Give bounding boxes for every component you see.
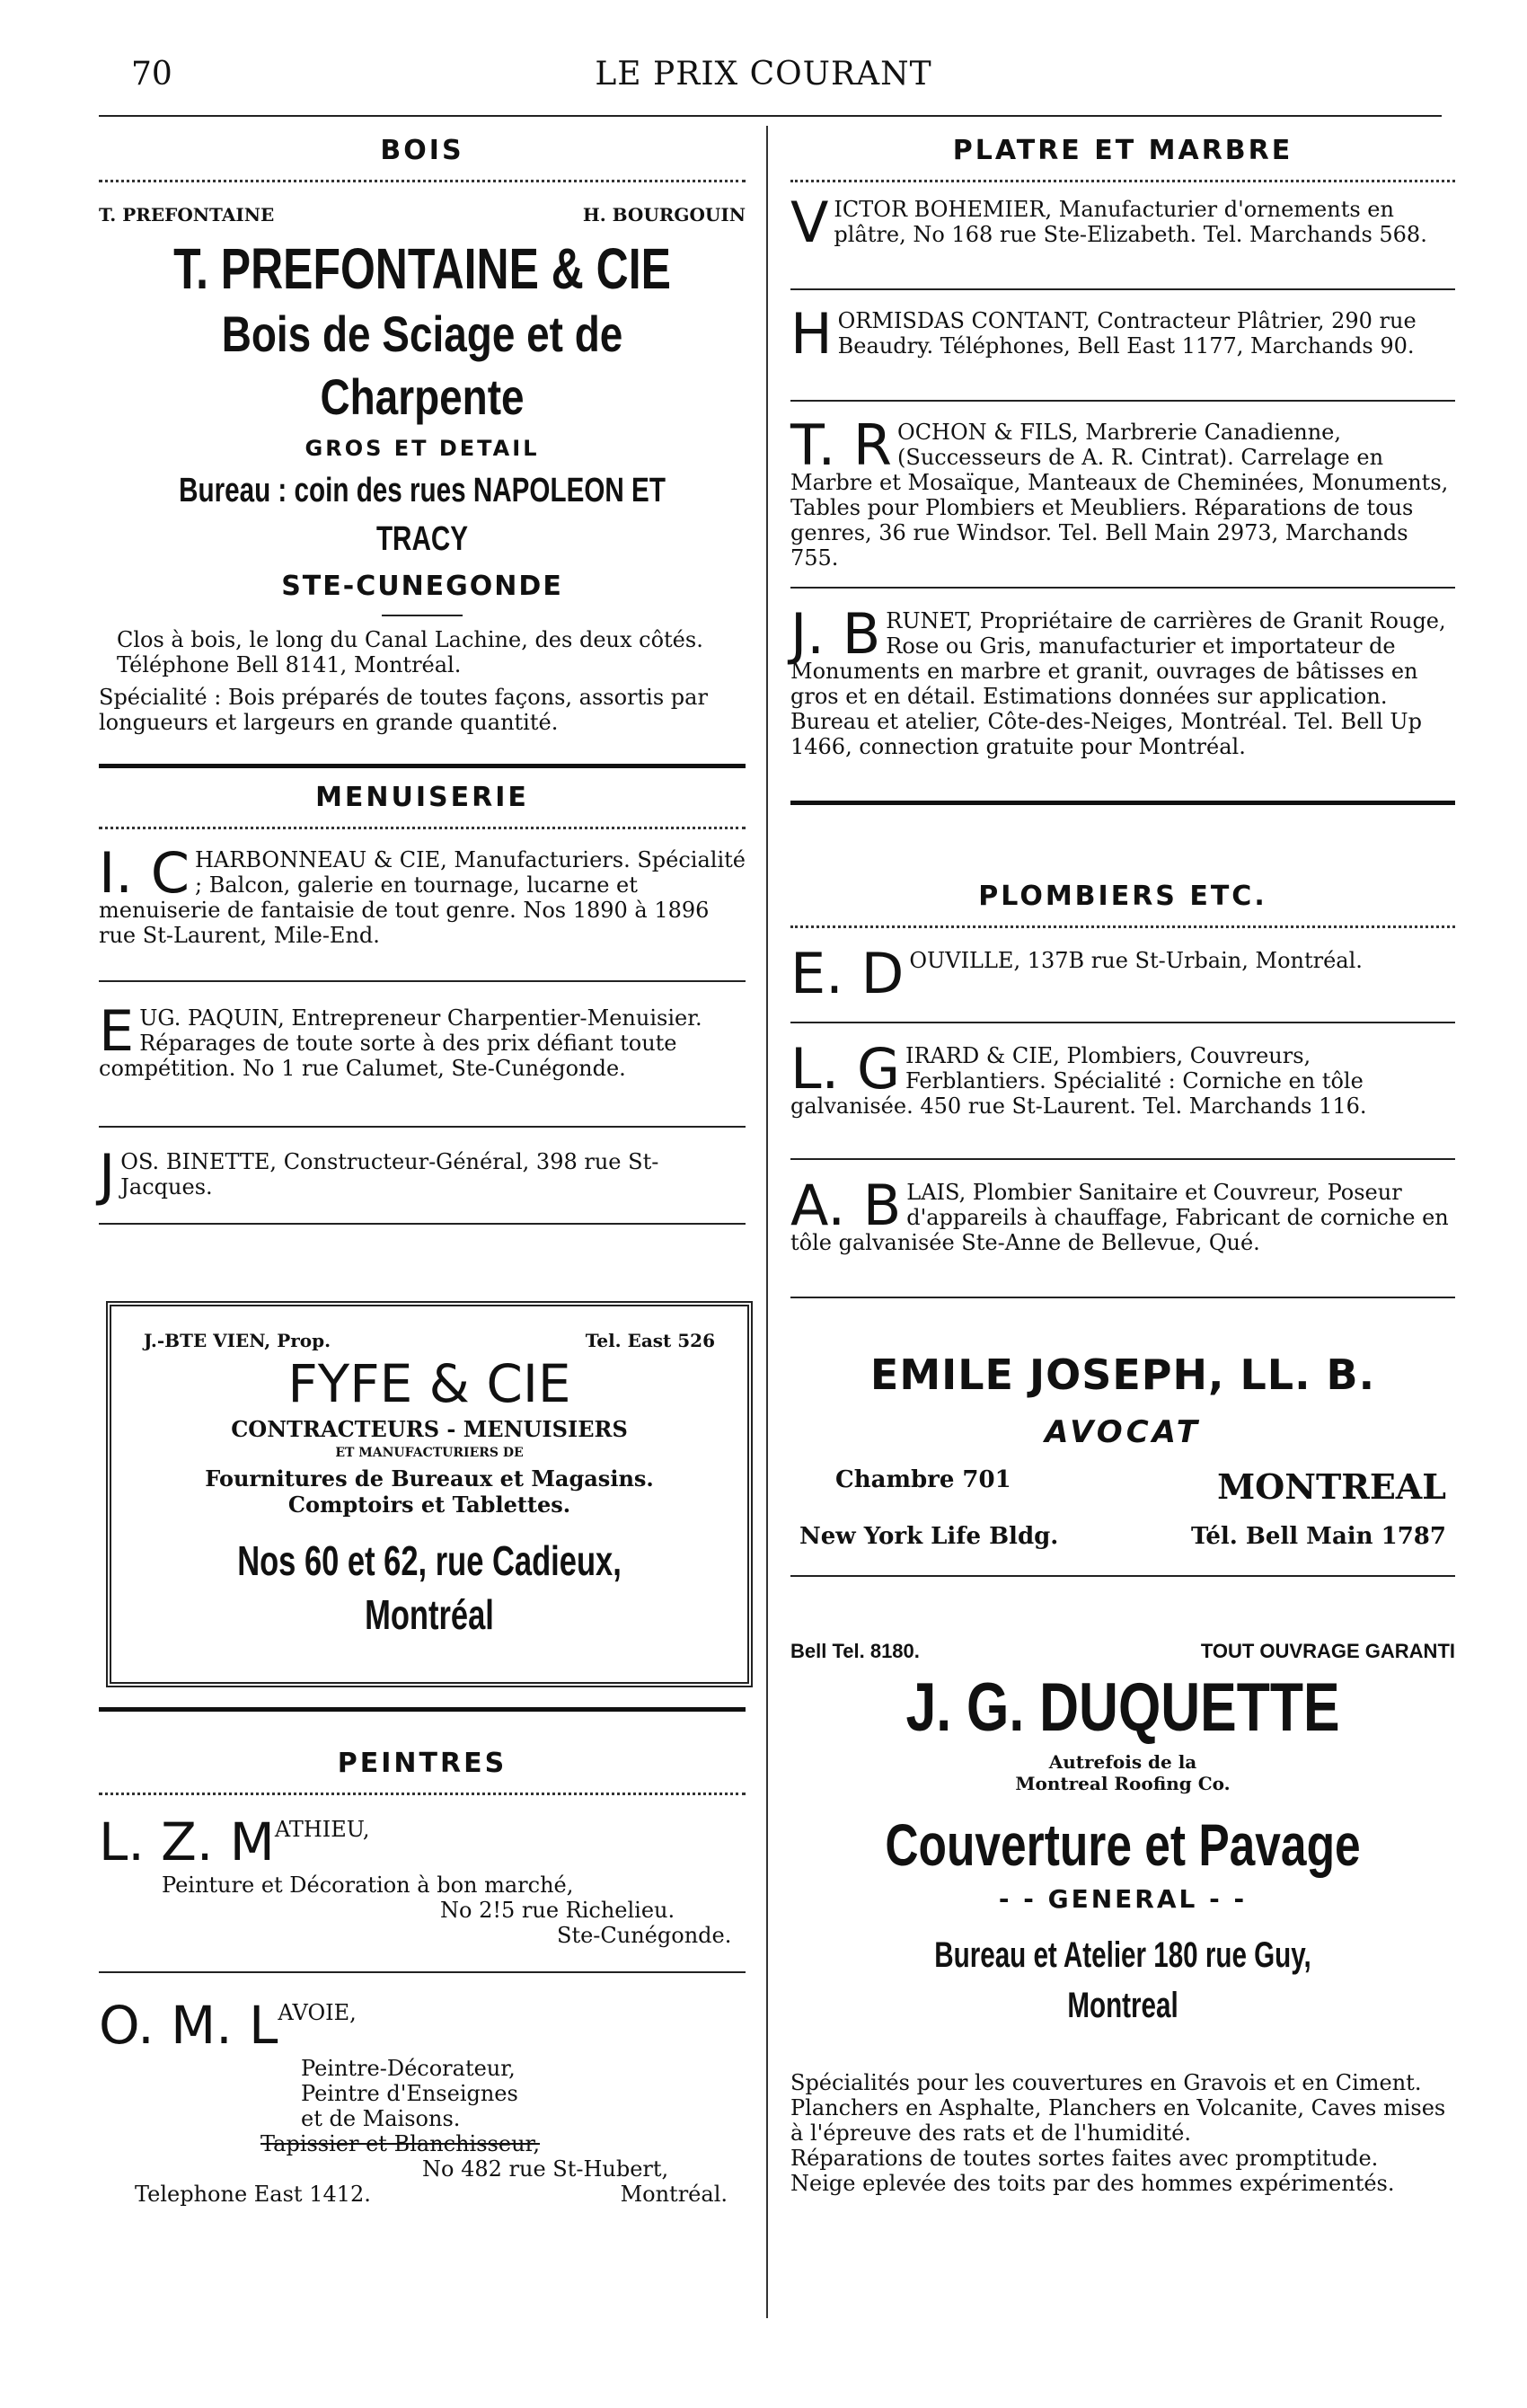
partners-line <box>99 204 746 226</box>
drop-cap: T. R <box>790 412 893 478</box>
running-header <box>99 56 1428 101</box>
bois-heading: BOIS <box>380 135 464 166</box>
lavoie-initials: O. M. L <box>99 1995 278 2056</box>
wavy-rule <box>99 820 746 829</box>
gros-detail: GROS ET DETAIL <box>305 436 540 461</box>
entry-rule <box>790 1158 1455 1160</box>
fyfe-address: Nos 60 et 62, rue Cadieux, Montréal <box>237 1537 622 1638</box>
drop-cap: E. D <box>790 941 905 1006</box>
wavy-rule <box>99 1786 746 1795</box>
entry-text: OUVILLE, 137B rue St-Urbain, Montréal. <box>909 948 1363 973</box>
short-rule <box>382 615 463 616</box>
bois-specialite: Spécialité : Bois préparés de toutes façons, assortis par longueurs et largeurs en grande quantité. <box>99 685 708 735</box>
joseph-chambre: Chambre 701 <box>835 1466 1011 1493</box>
lavoie-name: AVOIE, <box>278 2000 357 2025</box>
bois-clos: Clos à bois, le long du Canal Lachine, des deux côtés. Téléphone Bell 8141, Montréal. <box>117 627 703 677</box>
plombiers-section <box>790 881 1455 1298</box>
entry-text: UG. PAQUIN, Entrepreneur Charpentier-Menuisier. Réparages de toute sorte à des prix défiant toute compétition. No 1 rue Calumet, Ste-Cunégonde. <box>99 1005 702 1081</box>
fyfe-topline <box>144 1330 715 1351</box>
drop-cap: V <box>790 190 829 255</box>
entry-text: ORMISDAS CONTANT, Contracteur Plâtrier, 290 rue Beaudry. Téléphones, Bell East 1177, Marchands 90. <box>837 308 1417 359</box>
partner-left: T. PREFONTAINE <box>99 204 275 226</box>
fyfe-line3: Fournitures de Bureaux et Magasins. <box>205 1465 654 1492</box>
drop-cap: J. B <box>790 601 881 667</box>
joseph-city: MONTREAL <box>1217 1466 1446 1507</box>
joseph-card <box>790 1348 1455 1577</box>
header-rule <box>99 115 1442 117</box>
plombiers-heading: PLOMBIERS ETC. <box>978 881 1267 912</box>
entry-text: IRARD & CIE, Plombiers, Couvreurs, Ferblantiers. Spécialité : Corniche en tôle galvanisée. 450 rue St-Laurent. Tel. Marchands 116. <box>790 1043 1367 1119</box>
duquette-topline <box>790 1640 1455 1663</box>
drop-cap: J <box>99 1142 116 1208</box>
lavoie-line5: No 482 rue St-Hubert, <box>422 2156 669 2182</box>
joseph-row1 <box>790 1466 1455 1507</box>
entry-rule <box>790 400 1455 402</box>
brunet-entry <box>790 601 1455 784</box>
drop-cap: H <box>790 301 833 367</box>
fyfe-line1: CONTRACTEURS - MENUISIERS <box>231 1416 628 1442</box>
menuiserie-heading: MENUISERIE <box>315 782 529 813</box>
duquette-tel: Bell Tel. 8180. <box>790 1640 920 1662</box>
blais-entry <box>790 1173 1455 1280</box>
entry-text: RUNET, Propriétaire de carrières de Granit Rouge, Rose ou Gris, manufacturier et importateur de Monuments en marbre et granit, ouvrages de bâtisses en gros et en détail. Estimations données sur application. Bureau et atelier, Côte-des-Neiges, Montréal. Tel. Bell Up 1466, connection gratuite pour Montréal. <box>790 608 1446 759</box>
bois-bureau: Bureau : coin des rues NAPOLEON ET TRACY <box>179 472 666 558</box>
peintres-heading: PEINTRES <box>337 1748 508 1779</box>
prefontaine-firm: T. PREFONTAINE & CIE <box>173 236 671 301</box>
fyfe-prop: J.-BTE VIEN, Prop. <box>144 1330 331 1351</box>
lavoie-line4: Tapissier et Blanchisseur, <box>260 2131 540 2156</box>
contant-entry <box>790 301 1455 384</box>
double-rule <box>99 764 746 768</box>
duquette-general: - - GENERAL - - <box>998 1884 1248 1914</box>
wavy-rule <box>790 173 1455 182</box>
drop-cap: E <box>99 998 135 1064</box>
drop-cap: I. C <box>99 840 190 906</box>
entry-rule <box>790 1297 1455 1298</box>
lavoie-city: Montréal. <box>620 2182 728 2207</box>
mathieu-line1: Peinture et Décoration à bon marché, <box>162 1872 574 1898</box>
entry-rule <box>790 1022 1455 1023</box>
lavoie-bottom <box>99 2182 746 2207</box>
menuiserie-section <box>99 782 746 1225</box>
entry-rule <box>99 1126 746 1128</box>
wavy-rule <box>99 173 746 182</box>
mathieu-line3: Ste-Cunégonde. <box>557 1923 732 1948</box>
douville-entry <box>790 941 1455 1006</box>
binette-entry <box>99 1142 746 1208</box>
drop-cap: A. B <box>790 1173 902 1238</box>
platre-heading: PLATRE ET MARBRE <box>952 135 1293 166</box>
wavy-rule <box>790 919 1455 928</box>
duquette-trade: Couverture et Pavage <box>885 1811 1361 1878</box>
entry-text: ICTOR BOHEMIER, Manufacturier d'ornements en plâtre, No 168 rue Ste-Elizabeth. Tel. Marchands 568. <box>834 197 1427 247</box>
joseph-bldg: New York Life Bldg. <box>799 1523 1059 1550</box>
entry-rule <box>790 288 1455 290</box>
journal-title: LE PRIX COURANT <box>595 56 932 93</box>
entry-rule <box>99 1971 746 1973</box>
charbonneau-entry <box>99 840 746 964</box>
bois-locality: STE-CUNEGONDE <box>281 571 563 602</box>
lavoie-line1: Peintre-Décorateur, <box>301 2056 516 2081</box>
rochon-entry <box>790 412 1455 571</box>
mathieu-line2: No 2!5 rue Richelieu. <box>440 1898 675 1923</box>
platre-section <box>790 135 1455 805</box>
card-rule <box>790 1575 1455 1577</box>
fyfe-line4: Comptoirs et Tablettes. <box>287 1492 571 1518</box>
mathieu-name: ATHIEU, <box>274 1817 370 1842</box>
bois-section <box>99 135 746 768</box>
joseph-name: EMILE JOSEPH, LL. B. <box>869 1350 1376 1399</box>
entry-text: LAIS, Plombier Sanitaire et Couvreur, Poseur d'appareils à chauffage, Fabricant de corniche en tôle galvanisée Ste-Anne de Bellevue, Qué. <box>790 1180 1449 1255</box>
lavoie-line3: et de Maisons. <box>301 2106 461 2131</box>
duquette-bureau: Bureau et Atelier 180 rue Guy, Montreal <box>934 1935 1311 2025</box>
duquette-garanti: TOUT OUVRAGE GARANTI <box>1200 1640 1455 1662</box>
entry-text: OS. BINETTE, Constructeur-Général, 398 rue St-Jacques. <box>120 1149 659 1200</box>
mathieu-initials: L. Z. M <box>99 1811 275 1872</box>
bohemier-entry <box>790 190 1455 272</box>
duquette-former1: Autrefois de la <box>1048 1751 1197 1773</box>
duquette-name: J. G. DUQUETTE <box>905 1669 1340 1746</box>
duquette-specialites: Spécialités pour les couvertures en Gravois et en Ciment. Planchers en Asphalte, Planchers en Volcanite, Caves mises à l'épreuve des rats et de l'humidité. <box>790 2070 1446 2146</box>
double-rule <box>99 1707 746 1712</box>
lavoie-tel: Telephone East 1412. <box>135 2182 371 2207</box>
joseph-row2 <box>790 1523 1455 1550</box>
double-rule <box>790 801 1455 805</box>
entry-text: OCHON & FILS, Marbrerie Canadienne, (Successeurs de A. R. Cintrat). Carrelage en Marbre et Mosaïque, Manteaux de Cheminées, Monuments, Tables pour Plombiers et Meubliers. Réparations de tous genres, 36 rue Windsor. Tel. Bell Main 2973, Marchands 755. <box>790 420 1449 571</box>
bois-trade: Bois de Sciage et de Charpente <box>221 305 623 425</box>
column-divider <box>766 126 768 2318</box>
partner-right: H. BOURGOUIN <box>582 204 746 226</box>
drop-cap: L. G <box>790 1036 901 1102</box>
entry-rule <box>99 980 746 982</box>
fyfe-line2: ET MANUFACTURIERS DE <box>335 1446 524 1460</box>
joseph-title: AVOCAT <box>1045 1414 1201 1450</box>
entry-rule <box>790 587 1455 589</box>
peintres-section <box>99 1707 746 2207</box>
fyfe-advertisement <box>106 1301 753 1687</box>
duquette-reparations: Réparations de toutes sortes faites avec promptitude. <box>790 2146 1379 2171</box>
entry-text: HARBONNEAU & CIE, Manufacturiers. Spécialité ; Balcon, galerie en tournage, lucarne et menuiserie de fantaisie de tout genre. Nos 1890 à 1896 rue St-Laurent, Mile-End. <box>99 847 746 948</box>
paquin-entry <box>99 998 746 1113</box>
fyfe-tel: Tel. East 526 <box>585 1330 715 1351</box>
lavoie-entry <box>99 1995 746 2207</box>
duquette-advertisement <box>790 1640 1455 2196</box>
fyfe-firm: FYFE & CIE <box>287 1353 571 1414</box>
joseph-tel: Tél. Bell Main 1787 <box>1190 1523 1446 1550</box>
girard-entry <box>790 1036 1455 1144</box>
duquette-neige: Neige eplevée des toits par des hommes expérimentés. <box>790 2171 1395 2196</box>
page-number: 70 <box>131 56 172 93</box>
duquette-former2: Montreal Roofing Co. <box>1015 1773 1231 1794</box>
entry-rule <box>99 1223 746 1225</box>
mathieu-entry <box>99 1811 746 1948</box>
lavoie-line2: Peintre d'Enseignes <box>301 2081 518 2106</box>
